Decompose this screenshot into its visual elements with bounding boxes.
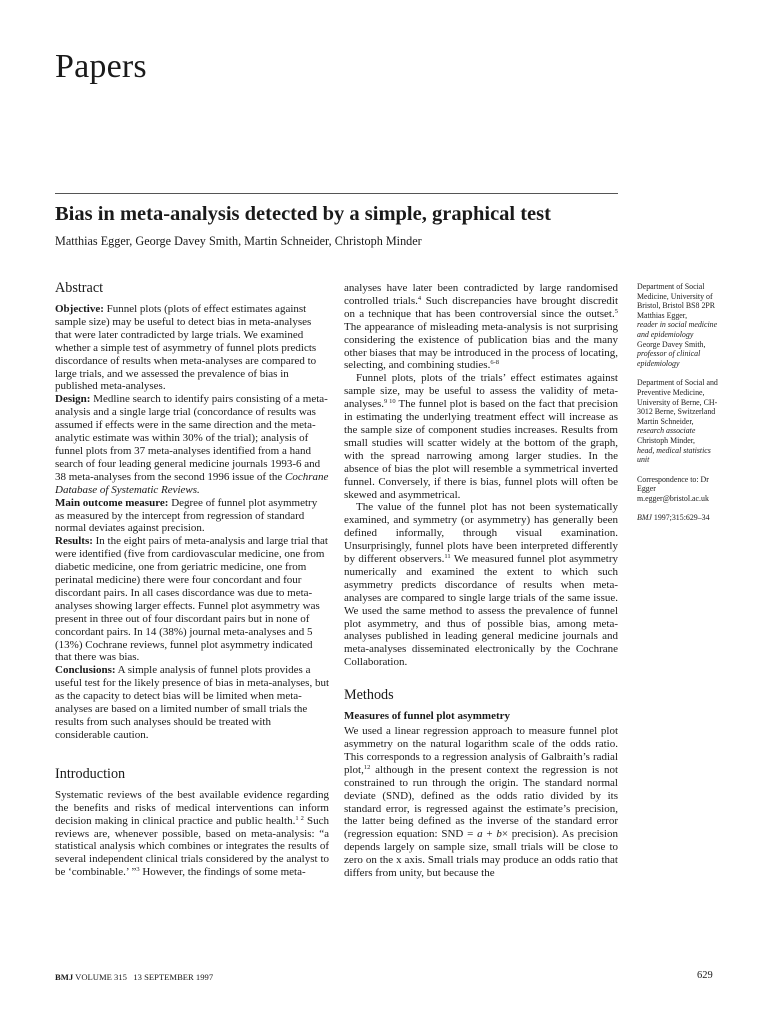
- objective-label: Objective:: [55, 303, 104, 315]
- design-italic: Cochrane Database of Systematic Reviews.: [55, 470, 329, 496]
- outcome-label: Main outcome measure:: [55, 496, 169, 509]
- methods-heading: Methods: [344, 687, 394, 704]
- affiliations-sidebar: [637, 282, 721, 533]
- abstract-design: [55, 393, 329, 496]
- col2-citation-2: 5: [614, 307, 618, 315]
- author-davey-smith-role: professor of clinical epidemiology: [637, 349, 701, 368]
- col2-citation-5: 11: [444, 553, 451, 561]
- page-number: 629: [697, 970, 713, 981]
- abstract: [55, 280, 329, 742]
- author-schneider: Martin Schneider,: [637, 416, 694, 426]
- col2-text-5: The funnel plot is based on the fact that precision in estimating the underlying treatment effect will increase as the sample size of component studies increases. Results from small studies will scatter widely at the bottom of the graph, with the spread narrowing among larger studies. In the absence of bias the plot will resemble a symmetrical inverted funnel. Conversely, if there is bias, funnel plots will often be skewed and asymmetrical.: [344, 398, 618, 501]
- col2-text-1: analyses have later been contradicted by large randomised controlled trials.: [344, 282, 618, 307]
- equation-var-b: b: [496, 828, 502, 841]
- col2-citation-4: 9 10: [384, 398, 396, 406]
- methods-subheading: Measures of funnel plot asymmetry: [344, 710, 510, 723]
- results-text: In the eight pairs of meta-analysis and large trial that were identified (five from cardiovascular medicine, one from diabetic medicine, one from geriatric medicine, one from perinatal medicine) there were four concordant and four discordant pairs. In all cases discordance was due to meta-analyses showing larger effects. Funnel plot asymmetry was present in three out of four discordant pairs but in none of concordant pairs. In 14 (38%) journal meta-analyses and 5 (13%) Cochrane reviews, funnel plot asymmetry indicated that there was bias.: [55, 535, 328, 664]
- intro-citation-2: 3: [136, 866, 140, 874]
- footer-issue-text: VOLUME 315 13 SEPTEMBER 1997: [73, 972, 214, 982]
- header-rule: [55, 193, 618, 194]
- conclusions-label: Conclusions:: [55, 664, 116, 677]
- col2-text-2: Such discrepancies have brought discredit on a technique that has been controversial since the outset.: [344, 294, 618, 320]
- col2-text-4: Funnel plots, plots of the trials’ effect estimates against sample size, may be useful to assess the validity of meta-analyses.: [344, 372, 618, 411]
- intro-text-1: Systematic reviews of the best available evidence regarding the benefits and risks of medical interventions can inform decision making in clinical practice and public health.: [55, 788, 329, 827]
- footer-journal: BMJ: [55, 972, 74, 982]
- methods-text-2: although in the present context the regression is not constrained to run through the origin. The standard normal deviate (SND), defined as the odds ratio divided by its standard error, is regressed against the estimate’s precision, the latter being defined as the inverse of the standard error (regression equation: SND =: [344, 763, 618, 841]
- abstract-results: [55, 535, 329, 664]
- abstract-conclusions: [55, 664, 329, 741]
- footer-issue: [55, 972, 213, 982]
- column-middle: [344, 282, 618, 880]
- author-minder-role: head, medical statistics unit: [637, 445, 711, 465]
- col2-text-7: We measured funnel plot asymmetry numerically and examined the extent to which such asymmetry predicts discordance of results when meta-analyses are compared to single large trials of the same issue. We used the same method to assess the prevalence of funnel plot asymmetry, and thus of possible bias, among meta-analyses published in leading general medicine journals and meta-analyses disseminated electronically by the Cochrane Collaboration.: [344, 553, 618, 669]
- design-label: Design:: [55, 393, 91, 406]
- affiliation-bristol: [637, 282, 721, 368]
- affiliation-berne-address: Department of Social and Preventive Medicine, University of Berne, CH-3012 Berne, Switzerland: [637, 378, 718, 417]
- methods-citation-1: 12: [363, 763, 371, 771]
- intro-text-3: However, the findings of some meta-: [139, 866, 306, 879]
- results-label: Results:: [55, 535, 93, 548]
- citation-details: 1997;315:629–34: [651, 513, 710, 523]
- author-minder: Christoph Minder,: [637, 435, 695, 445]
- equation-plus: +: [482, 828, 497, 841]
- affiliation-bristol-address: Department of Social Medicine, University of Bristol, Bristol BS8 2PR: [637, 282, 716, 311]
- conclusions-text: A simple analysis of funnel plots provides a useful test for the likely presence of bias in meta-analyses, but as the capacity to detect bias will be limited when meta-analyses are based on a limited number of small trials the results from such analyses should be treated with considerable caution.: [55, 664, 329, 741]
- article-title: Bias in meta-analysis detected by a simple, graphical test: [55, 203, 551, 225]
- col2-text-3: The appearance of misleading meta-analysis is not surprising considering the existence of publication bias and the many other biases that may be introduced in the process of locating, selecting, and combining studies.: [344, 320, 618, 372]
- methods-paragraph: [344, 725, 618, 880]
- equation-var-a: a: [477, 828, 483, 841]
- introduction-heading: Introduction: [55, 765, 126, 782]
- citation-journal: BMJ: [637, 513, 652, 523]
- author-egger: Matthias Egger,: [637, 310, 688, 320]
- intro-continued-paragraph-2: [344, 372, 618, 501]
- citation: [637, 513, 721, 523]
- col2-citation-3: 6-8: [490, 359, 500, 367]
- outcome-text: Degree of funnel plot asymmetry as measured by the intercept from regression of standard normal deviates against precision.: [55, 496, 318, 535]
- correspondence: [637, 475, 721, 504]
- author-egger-role: reader in social medicine and epidemiology: [637, 320, 718, 339]
- methods-text-3: × precision). As precision depends largely on sample size, small trials will be close to zero on the x axis. Small trials may produce an odds ratio that differs from unity, but because the: [344, 828, 618, 880]
- author-schneider-role: research associate: [637, 426, 696, 436]
- col2-citation-1: 4: [417, 294, 422, 302]
- column-left: [55, 280, 329, 879]
- intro-citation-1: 1 2: [295, 814, 304, 822]
- author-list: Matthias Egger, George Davey Smith, Martin Schneider, Christoph Minder: [55, 234, 422, 248]
- intro-text-2: Such reviews are, whenever possible, based on meta-analysis: “a statistical analysis which combines or integrates the results of several independent clinical trials considered by the analyst to be ‘combinable.’ ”: [55, 814, 330, 879]
- intro-continued-paragraph-1: [344, 282, 618, 372]
- abstract-heading: Abstract: [55, 280, 104, 296]
- abstract-objective: [55, 303, 329, 393]
- intro-continued-paragraph-3: [344, 501, 618, 669]
- objective-text: Funnel plots (plots of effect estimates against sample size) may be useful to detect bias in meta-analyses that were later contradicted by large trials. We examined whether a simple test of asymmetry of funnel plots predicts discordance of results when meta-analyses are compared to large trials, and we assessed the prevalence of bias in published meta-analyses.: [55, 303, 317, 393]
- introduction: [55, 766, 329, 879]
- methods-text-1: We used a linear regression approach to measure funnel plot asymmetry on the natural logarithm scale of the odds ratio. This corresponds to a regression analysis of Galbraith’s radial plot,: [344, 725, 618, 776]
- col2-text-6: The value of the funnel plot has not been systematically examined, and symmetry (or asymmetry) has generally been defined informally, through visual examination. Unsurprisingly, funnel plots have been interpreted differently by different observers.: [344, 501, 618, 566]
- section-label: Papers: [55, 48, 147, 85]
- introduction-paragraph: [55, 789, 329, 879]
- author-davey-smith: George Davey Smith,: [637, 339, 706, 349]
- correspondence-email[interactable]: m.egger@bristol.ac.uk: [637, 493, 709, 503]
- correspondence-label: Correspondence to: Dr Egger: [637, 474, 709, 494]
- affiliation-berne: [637, 378, 721, 464]
- abstract-outcome: [55, 497, 329, 536]
- design-text: Medline search to identify pairs consisting of a meta-analysis and a single large trial (concordance of results was assumed if effects were in the same direction and the meta-analytic estimate was within 30% of the trial); analysis of funnel plots from 37 meta-analyses identified from a hand search of four leading general medicine journals 1993-6 and 38 meta-analyses from the second 1996 issue of the: [55, 393, 328, 483]
